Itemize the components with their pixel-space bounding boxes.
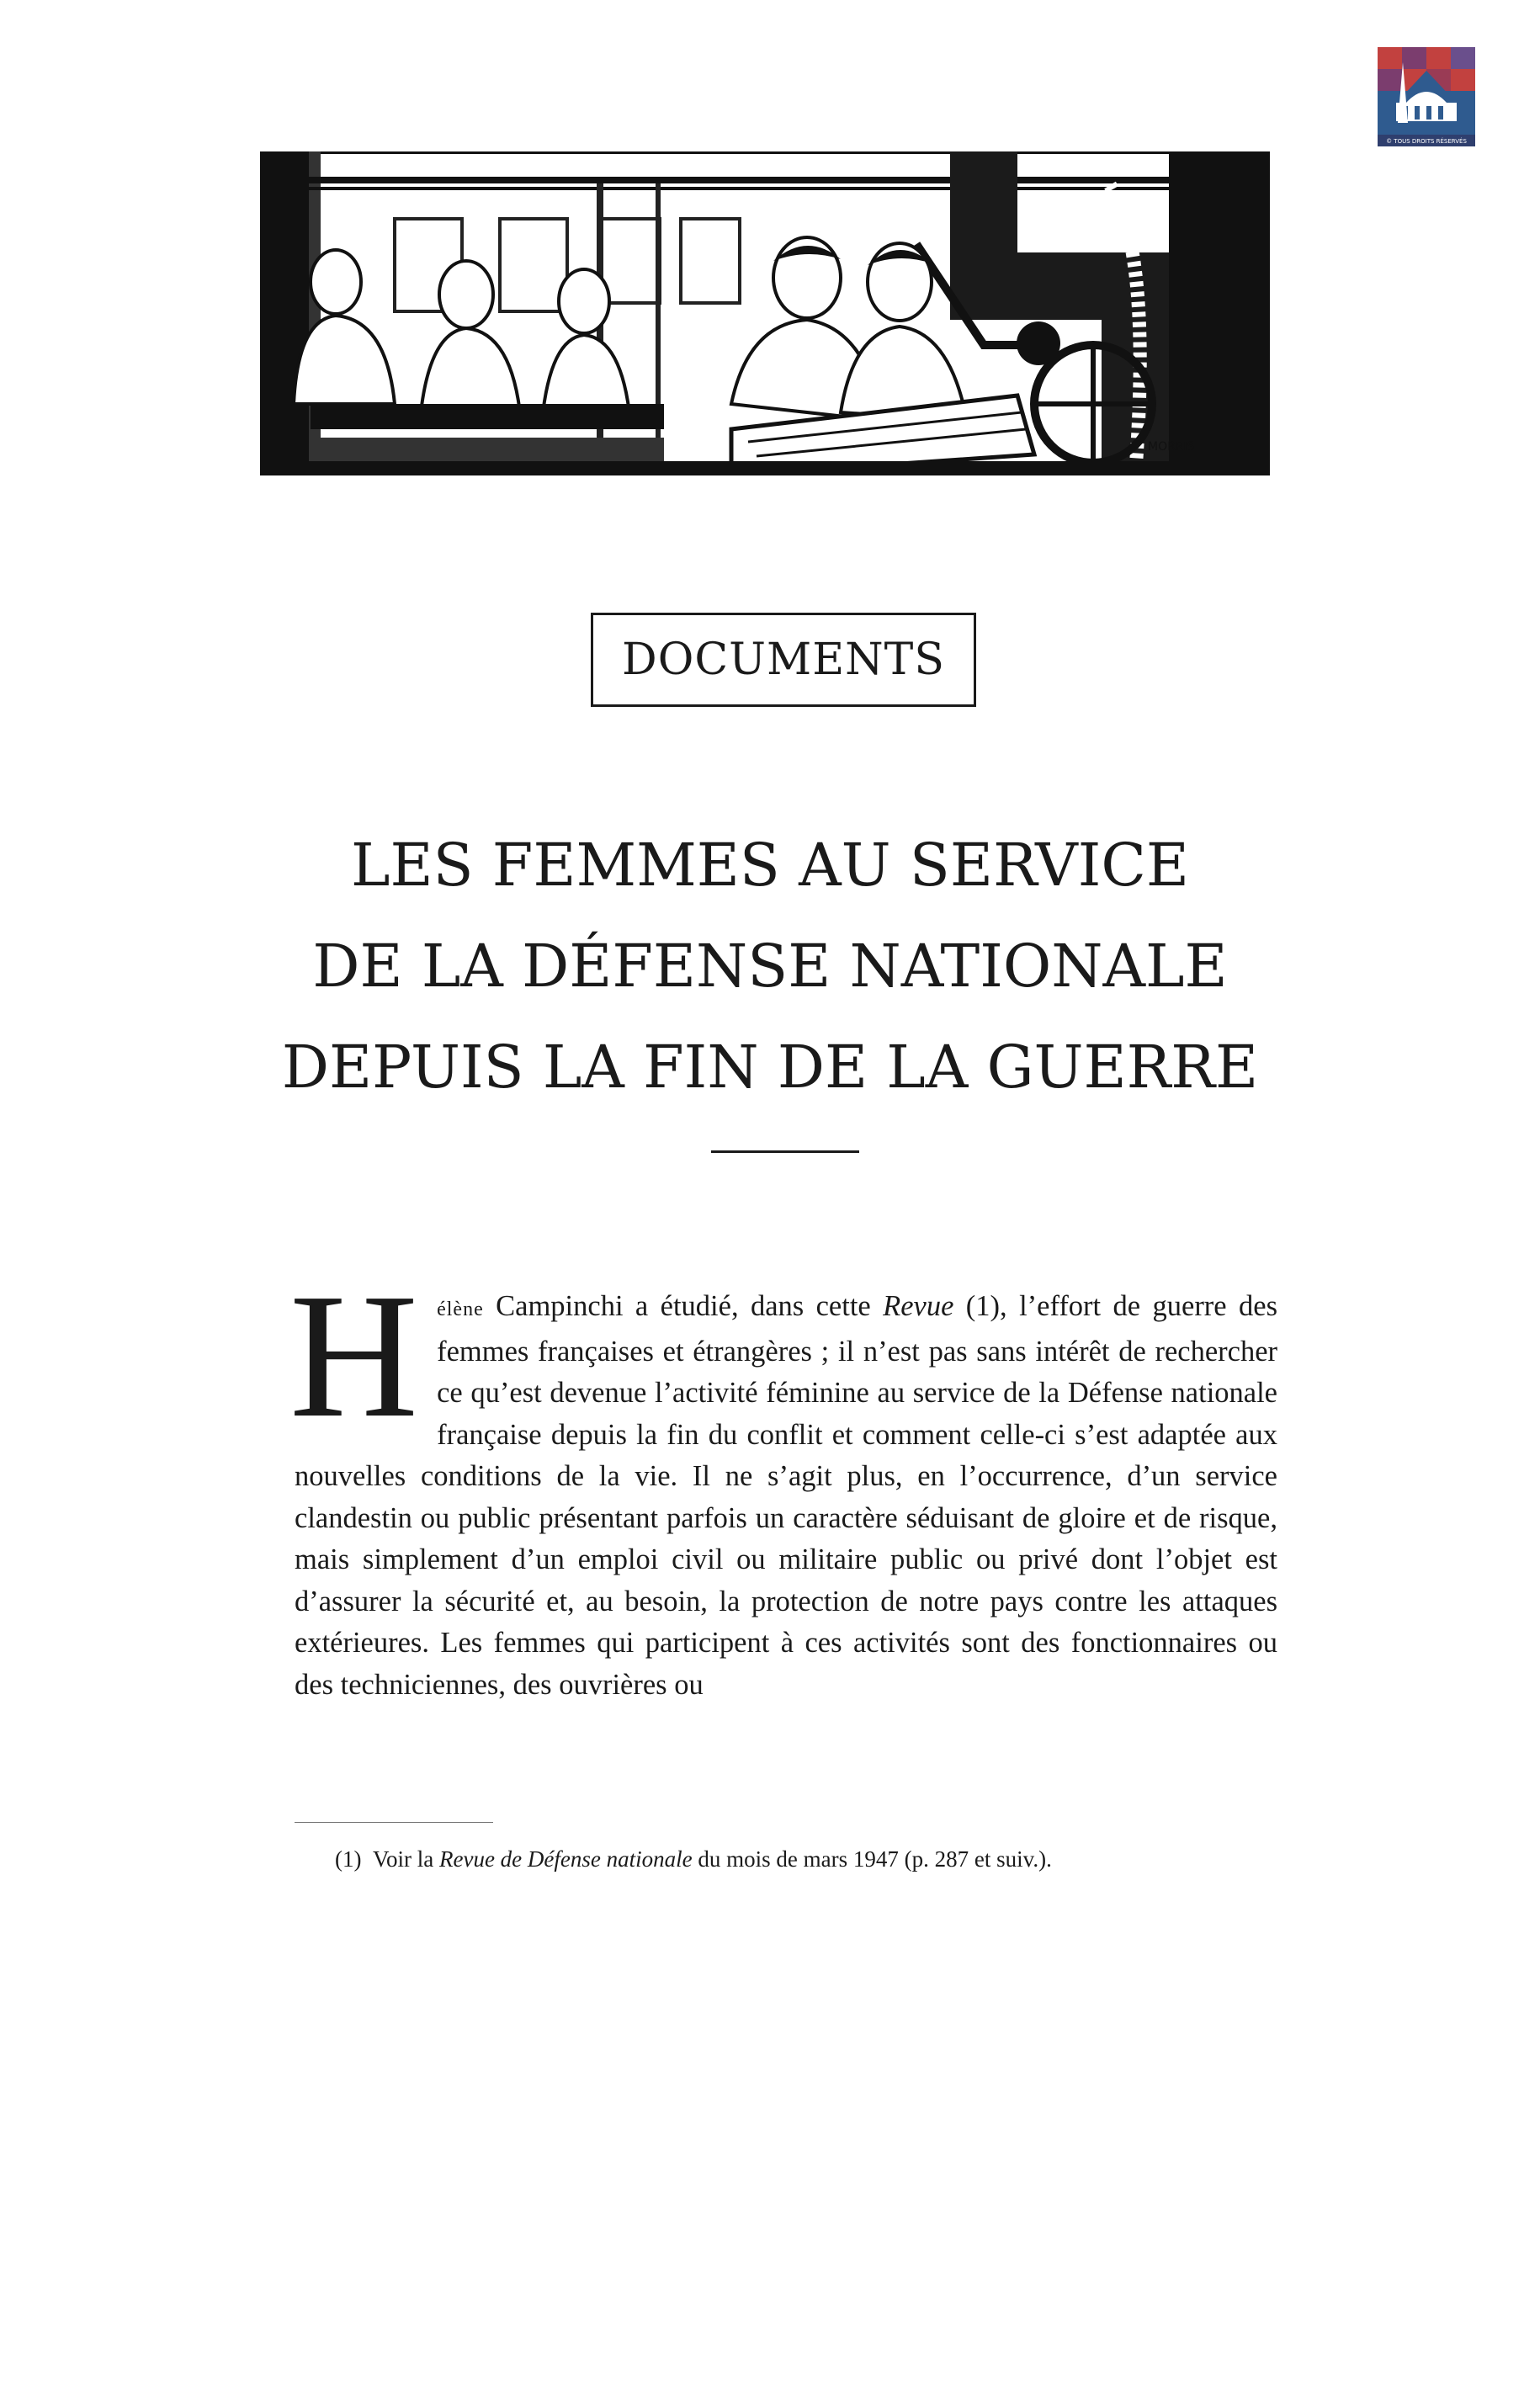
footnote (335, 1842, 1261, 1876)
small-caps-lead: élène (437, 1299, 484, 1320)
drop-cap: H (289, 1256, 419, 1454)
title-line-3: DEPUIS LA FIN DE LA GUERRE (281, 1033, 1259, 1102)
article-body (289, 1256, 1277, 1706)
footnote-prefix: Voir la (372, 1846, 439, 1872)
women-factory-workers-illustration (260, 151, 1270, 475)
illustration-signature: MORRIS (1148, 440, 1195, 454)
article-title (210, 815, 1330, 1118)
footnote-divider (295, 1822, 493, 1823)
footnote-suffix: du mois de mars 1947 (p. 287 et suiv.). (692, 1846, 1052, 1872)
logo-caption: © TOUS DROITS RÉSERVÉS (1386, 138, 1467, 145)
publisher-logo (1378, 47, 1475, 146)
body-text-part-1: Campinchi a étudié, dans cette (483, 1290, 884, 1322)
title-line-2: DE LA DÉFENSE NATIONALE (312, 932, 1228, 1001)
title-divider (711, 1150, 859, 1153)
footnote-marker: (1) (335, 1846, 362, 1872)
section-rubric: DOCUMENTS (591, 613, 976, 707)
revue-italic: Revue (883, 1290, 954, 1322)
body-text-part-2: (1), l’effort de guerre des femmes françaises et étrangères ; il n’est pas sans intérêt de rechercher ce qu’est devenue l’activité féminine au service de la Défense nationale française depuis la fin du conflit et comment celle-ci s’est adaptée aux nouvelles conditions de la vie. Il ne s’agit plus, en l’occurrence, d’un service clandestin ou public présentant parfois un caractère séduisant de gloire et de risque, mais simplement d’un emploi civil ou militaire public ou privé dont l’objet est d’assurer la sécurité et, au besoin, la protection de notre pays contre les attaques extérieures. Les femmes qui participent à ces activités sont des fonctionnaires ou des techniciennes, des ouvrières ou (295, 1290, 1277, 1701)
title-line-1: LES FEMMES AU SERVICE (350, 831, 1190, 900)
footnote-journal: Revue de Défense nationale (438, 1846, 693, 1872)
